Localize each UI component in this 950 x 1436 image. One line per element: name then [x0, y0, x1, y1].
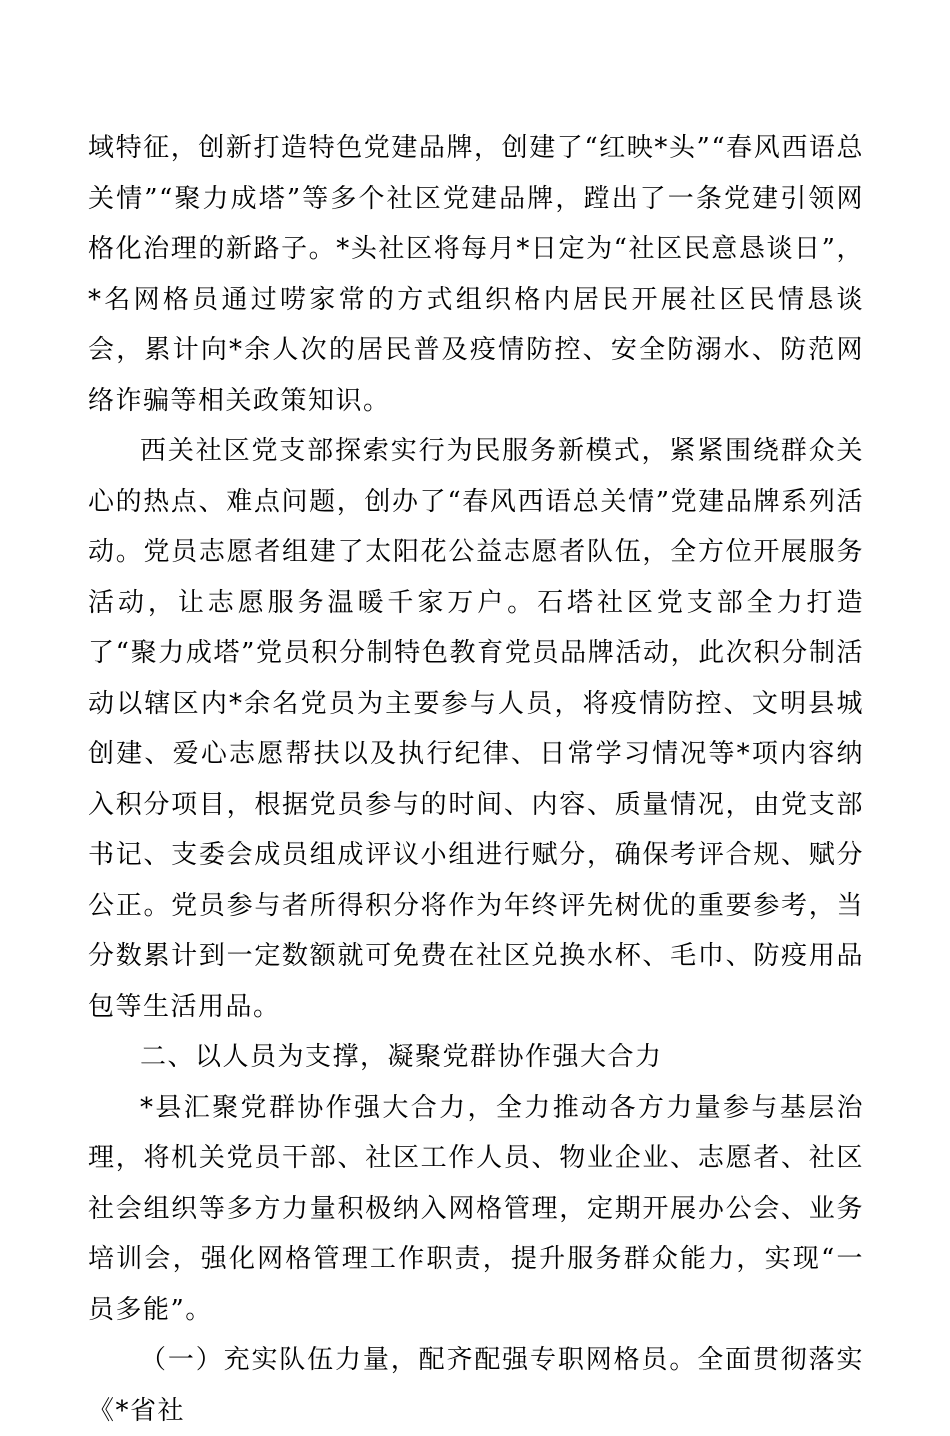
body-paragraph-4: （一）充实队伍力量，配齐配强专职网格员。全面贯彻落实《*省社 [88, 1345, 864, 1426]
body-paragraph-1: 域特征，创新打造特色党建品牌，创建了“红映*头”“春风西语总关情”“聚力成塔”等多个社区党建品牌，蹚出了一条党建引领网格化治理的新路子。*头社区将每月*日定为“社区民意恳谈日”，*名网格员通过唠家常的方式组织格内居民开展社区民情恳谈会，累计向*余人次的居民普及疫情防控、安全防溺水、防范网络诈骗等相关政策知识。 [88, 133, 864, 416]
body-paragraph-2: 西关社区党支部探索实行为民服务新模式，紧紧围绕群众关心的热点、难点问题，创办了“春风西语总关情”党建品牌系列活动。党员志愿者组建了太阳花公益志愿者队伍，全方位开展服务活动，让志愿服务温暖千家万户。石塔社区党支部全力打造了“聚力成塔”党员积分制特色教育党员品牌活动，此次积分制活动以辖区内*余名党员为主要参与人员，将疫情防控、文明县城创建、爱心志愿帮扶以及执行纪律、日常学习情况等*项内容纳入积分项目，根据党员参与的时间、内容、质量情况，由党支部书记、支委会成员组成评议小组进行赋分，确保考评合规、赋分公正。党员参与者所得积分将作为年终评先树优的重要参考，当分数累计到一定数额就可免费在社区兑换水杯、毛巾、防疫用品包等生活用品。 [88, 436, 864, 1022]
body-paragraph-3: *县汇聚党群协作强大合力，全力推动各方力量参与基层治理，将机关党员干部、社区工作人员、物业企业、志愿者、社区社会组织等多方力量积极纳入网格管理，定期开展办公会、业务培训会，强化网格管理工作职责，提升服务群众能力，实现“一员多能”。 [88, 1092, 864, 1325]
document-page [88, 123, 864, 1436]
section-heading-2: 二、以人员为支撑，凝聚党群协作强大合力 [140, 1042, 663, 1072]
